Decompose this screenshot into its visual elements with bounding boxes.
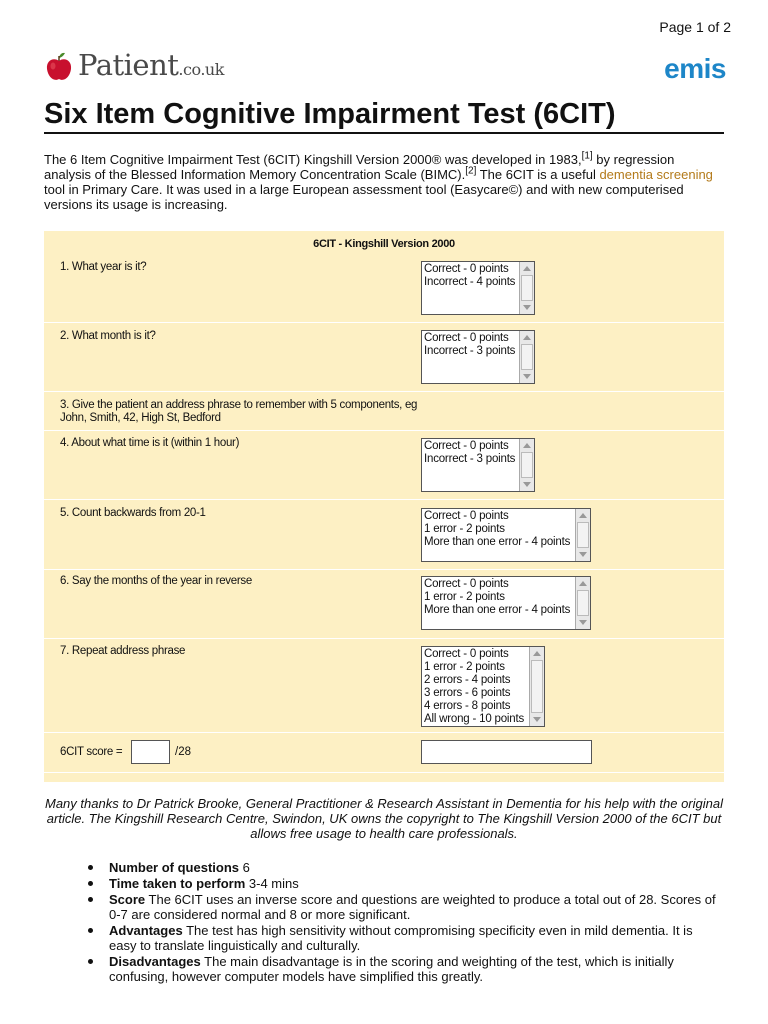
scroll-thumb[interactable]	[521, 452, 533, 478]
reference-1-link[interactable]: [1]	[581, 150, 593, 162]
scroll-down-icon[interactable]	[579, 552, 587, 557]
select-option[interactable]: Incorrect - 3 points	[424, 345, 516, 357]
select-option[interactable]: More than one error - 4 points	[424, 536, 571, 548]
question-5: 5. Count backwards from 20-1	[60, 507, 206, 519]
select-option[interactable]: Correct - 0 points	[424, 648, 509, 660]
question-6: 6. Say the months of the year in reverse	[60, 575, 252, 587]
scrollbar[interactable]	[575, 509, 590, 561]
row-divider	[44, 391, 724, 392]
scrollbar[interactable]	[519, 262, 534, 314]
title-rule	[44, 132, 724, 134]
result-field[interactable]	[421, 740, 592, 764]
page-title: Six Item Cognitive Impairment Test (6CIT)	[44, 98, 616, 130]
question-2: 2. What month is it?	[60, 330, 156, 342]
patient-logo-text: Patient.co.uk	[78, 48, 224, 82]
scroll-up-icon[interactable]	[523, 266, 531, 271]
dementia-screening-link[interactable]: dementia screening	[599, 167, 713, 182]
scroll-up-icon[interactable]	[533, 651, 541, 656]
scroll-down-icon[interactable]	[579, 620, 587, 625]
scroll-thumb[interactable]	[577, 522, 589, 548]
scroll-thumb[interactable]	[531, 660, 543, 713]
question-5-select[interactable]	[421, 508, 591, 562]
emis-logo[interactable]: emis	[664, 53, 726, 84]
scroll-down-icon[interactable]	[523, 374, 531, 379]
reference-2-link[interactable]: [2]	[465, 165, 477, 177]
scroll-up-icon[interactable]	[523, 443, 531, 448]
select-option[interactable]: 2 errors - 4 points	[424, 674, 511, 686]
list-item: Score The 6CIT uses an inverse score and questions are weighted to produce a total out of 28. Scores of 0-7 are considered normal and 8 or more significant.	[88, 892, 722, 922]
scrollbar[interactable]	[529, 647, 544, 726]
page-number: Page 1 of 2	[659, 19, 731, 35]
row-divider	[44, 772, 724, 773]
list-item: Advantages The test has high sensitivity without compromising specificity even in mild dementia. It is easy to translate linguistically and culturally.	[88, 923, 722, 953]
test-summary-list	[88, 860, 722, 985]
select-option[interactable]: 4 errors - 8 points	[424, 700, 511, 712]
row-divider	[44, 569, 724, 570]
select-option[interactable]: Incorrect - 4 points	[424, 276, 516, 288]
list-item: Time taken to perform 3-4 mins	[88, 876, 722, 891]
scroll-up-icon[interactable]	[579, 513, 587, 518]
question-4: 4. About what time is it (within 1 hour)	[60, 437, 240, 449]
select-option[interactable]: Correct - 0 points	[424, 440, 509, 452]
score-field[interactable]	[131, 740, 170, 764]
question-7-select[interactable]	[421, 646, 545, 727]
list-item: Disadvantages The main disadvantage is in the scoring and weighting of the test, which is initially confusing, however computer models have simplified this greatly.	[88, 954, 722, 984]
row-divider	[44, 322, 724, 323]
row-divider	[44, 732, 724, 733]
scroll-down-icon[interactable]	[523, 305, 531, 310]
scrollbar[interactable]	[519, 439, 534, 491]
question-6-select[interactable]	[421, 576, 591, 630]
select-option[interactable]: All wrong - 10 points	[424, 713, 524, 725]
score-max-label: /28	[175, 746, 191, 758]
select-option[interactable]: Correct - 0 points	[424, 578, 509, 590]
row-divider	[44, 499, 724, 500]
acknowledgement: Many thanks to Dr Patrick Brooke, General Practitioner & Research Assistant in Dementia for his help with the original article. The Kingshill Research Centre, Swindon, UK owns the copyright to The Kingshill Version 2000 of the 6CIT but allows free usage to health care professionals.	[45, 796, 723, 841]
scroll-up-icon[interactable]	[579, 581, 587, 586]
row-divider	[44, 638, 724, 639]
scroll-thumb[interactable]	[521, 344, 533, 370]
select-option[interactable]: 1 error - 2 points	[424, 591, 505, 603]
score-label: 6CIT score =	[60, 746, 123, 758]
scrollbar[interactable]	[519, 331, 534, 383]
select-option[interactable]: Correct - 0 points	[424, 510, 509, 522]
row-divider	[44, 430, 724, 431]
question-1-select[interactable]	[421, 261, 535, 315]
select-option[interactable]: Correct - 0 points	[424, 263, 509, 275]
question-7: 7. Repeat address phrase	[60, 645, 186, 657]
apple-icon	[44, 52, 74, 82]
intro-paragraph: The 6 Item Cognitive Impairment Test (6CIT) Kingshill Version 2000® was developed in 1983,[1] by regression analysis of the Blessed Information Memory Concentration Scale (BIMC).[2] The 6CIT is a useful dementia screening tool in Primary Care. It was used in a large European assessment tool (Easycare©) and with new computerised versions its usage is increasing.	[44, 150, 713, 212]
scroll-up-icon[interactable]	[523, 335, 531, 340]
scroll-thumb[interactable]	[577, 590, 589, 616]
scroll-thumb[interactable]	[521, 275, 533, 301]
select-option[interactable]: Correct - 0 points	[424, 332, 509, 344]
select-option[interactable]: Incorrect - 3 points	[424, 453, 516, 465]
select-option[interactable]: 3 errors - 6 points	[424, 687, 511, 699]
scroll-down-icon[interactable]	[523, 482, 531, 487]
question-1: 1. What year is it?	[60, 261, 147, 273]
question-3: 3. Give the patient an address phrase to remember with 5 components, eg John, Smith, 42, High St, Bedford	[60, 399, 418, 424]
scroll-down-icon[interactable]	[533, 717, 541, 722]
select-option[interactable]: 1 error - 2 points	[424, 523, 505, 535]
select-option[interactable]: More than one error - 4 points	[424, 604, 571, 616]
select-option[interactable]: 1 error - 2 points	[424, 661, 505, 673]
form-title: 6CIT - Kingshill Version 2000	[313, 238, 455, 250]
6cit-form	[44, 231, 724, 782]
question-4-select[interactable]	[421, 438, 535, 492]
list-item: Number of questions 6	[88, 860, 722, 875]
question-2-select[interactable]	[421, 330, 535, 384]
scrollbar[interactable]	[575, 577, 590, 629]
